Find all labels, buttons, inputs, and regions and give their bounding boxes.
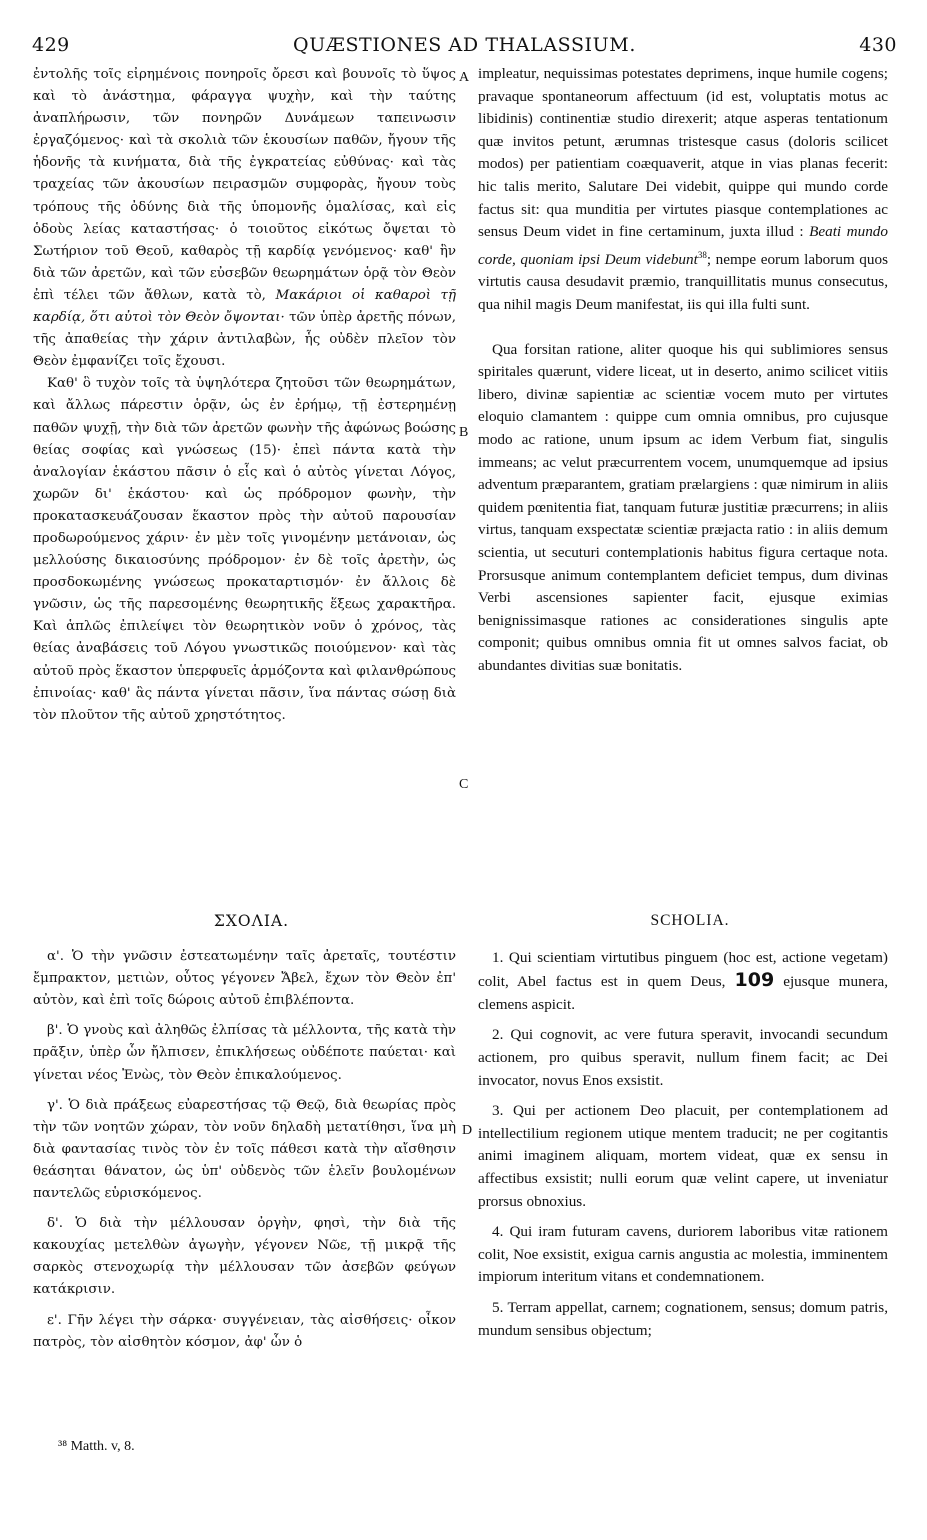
latin-column [478, 63, 888, 678]
running-title: QUÆSTIONES AD THALASSIUM. [293, 34, 636, 56]
greek-scholion-1: α'. Ὁ τὴν γνῶσιν ἐστεατωμένην ταῖς ἀρεταῖς, τουτέστιν ἔμπρακτον, μετιὼν, οὗτος γέγονεν Ἄβελ, ἔχων τὸν Θεὸν ἐπ' αὐτὸν, καὶ ἐπὶ τοῖς δώροις αὐτοῦ ἐπιβλέποντα. [33, 949, 456, 1009]
column-number-marker: 109 [734, 969, 775, 992]
page-header [32, 34, 897, 60]
margin-letter-b: B [459, 425, 469, 440]
greek-scholia-heading: ΣΧΟΛΙΑ. [213, 912, 290, 930]
greek-scholion-4: δ'. Ὁ διὰ τὴν μέλλουσαν ὀργὴν, φησὶ, τὴν διὰ τῆς κακουχίας μετελθὼν ἀγωγὴν, γέγονεν Νῶε, τῇ μικρᾷ τῆς σαρκὸς στενοχωρίᾳ τὴν μέλλουσαν τῶν ἀσεβῶν φεύγων κατάκρισιν. [33, 1216, 456, 1298]
latin-scholion-3: 3. Qui per actionem Deo placuit, per contemplationem ad intellectilium regionem utique mentem traducit; ne per cogitantis animi imaginem aliquam, mortem videat, quæ ex sensu in affectibus exsistit; nulli eorum quæ velint capere, ut inveniatur prorsus obnoxius. [478, 1102, 888, 1210]
greek-scholion-3: γ'. Ὁ διὰ πράξεως εὐαρεστήσας τῷ Θεῷ, διὰ θεωρίας πρὸς τὴν τῶν νοητῶν χώραν, τὸν νοῦν δηλαδὴ μετατίθησι, ἵνα μὴ διὰ φαντασίας τινὸς τὸν ἐν τοῖς πάθεσι κατὰ τὴν αἴσθησιν θεάσηται θάνατον, ὡς ὑπ' οὐδενὸς τῶν ἑλεῖν βουλομένων παντελῶς εὑρισκόμενος. [33, 1097, 456, 1202]
footnote: ³⁸ Matth. v, 8. [58, 1439, 135, 1454]
latin-paragraph-1: impleatur, nequissimas potestates deprimens, inque humile cogens; pravaque spontaneorum affectuum (id est, voluptatis motus ac libidinis) continentiæ studio direxerit; atque asperas tentationum quæ invitos petunt, ærumnas tristesque casus (doloris scilicet modos) per patientiam coæquaverit, atque in vias planas fecerit: hic talis merito, Salutare Dei videbit, quippe qui mundo corde factus sit: qua munditia per virtutes piasque contemplationes ac sensus Deum videt in fine certaminum, juxta illud : Beati mundo corde, quoniam ipsi Deum videbunt$^{38}$; nempe eorum laborum quos virtutis causa desudavit præmio, tranquillitatis munus consecutus, qua nihil magis Deum manifestat, iis qui illa fulti sunt. [478, 65, 889, 313]
latin-scholion-4: 4. Qui iram futuram cavens, duriorem laboribus vitæ rationem colit, Noe exsistit, exigua carnis angustia ac molestia, imminentem impiorum interitum vitans et condemnationem. [478, 1223, 888, 1286]
greek-scholion-2: β'. Ὁ γνοὺς καὶ ἀληθῶς ἐλπίσας τὰ μέλλοντα, τῆς κατὰ τὴν πρᾶξιν, ὑπὲρ ὧν ἤλπισεν, ἐπικλήσεως οὐδέποτε παύεται· καὶ γίνεται νέος Ἐνὼς, τὸν Θεὸν ἐπικαλούμενος. [33, 1023, 456, 1083]
latin-paragraph-2: Qua forsitan ratione, aliter quoque his qui sublimiores sensus spiritales quærunt, videre liceat, ut in deserto, animo scilicet vitiis libero, divinæ sapientiæ ac scientiæ vocem muto per virtutes eloquio clamantem : quippe cum omnia omnibus, pro cujusque modo ac ratione, unum ipsum ac idem Verbum fiat, singulis immeans; ac velut præcurrentem vocem, unumquemque ad ipsius adventum præparantem, gratiam prælargiens : quæ nimirum in aliis quidem pœnitentia fiat, tanquam futuræ justitiæ præcurrens; in aliis virtus, tanquam exspectatæ scientiæ præjacta ratio : in aliis demum scientia, ut secuturi contemplationis habitus figura certaque nota. Prorsusque animum contemplantem deficiet tempus, dum divinas Verbi ascensiones sapienter facit, ejusque eximias benignissimasque rationes ac considerationes singulis apte componit; quibus omnibus omnia fit ut omnes salvos faciat, ob abundantes divitias suæ bonitatis. [478, 340, 888, 674]
greek-paragraph-2: Καθ' ὃ τυχὸν τοῖς τὰ ὑψηλότερα ζητοῦσι τῶν θεωρημάτων, καὶ ἄλλως πάρεστιν ὁρᾷν, ὡς ἐν ἐρήμῳ, τῇ ἐστερημένῃ παθῶν ψυχῇ, τὴν διὰ τῶν ἀρετῶν φωνὴν τῆς ἀφώνως βοώσης θείας σοφίας καὶ γνώσεως (15)· ἐπεὶ πάντα κατὰ τὴν ἀναλογίαν ἑκάστου πᾶσιν ὁ εἷς καὶ ὁ αὐτὸς γίνεται Λόγος, χωρῶν δι' ἑκάστου· καὶ ὡς πρόδρομον φωνὴν, τὴν προκατασκευάζουσαν ἕκαστον πρὸς τὴν αὐτοῦ παρουσίαν προδωρούμενος χάριν· ἐν μὲν τοῖς γινομένην μετάνοιαν, ὡς μελλούσης δικαιοσύνης πρόδρομον· ἐν δὲ τοῖς ἀρετὴν, ὡς προσδοκωμένης γνώσεως προκαταρτισμόν· ἐν ἄλλοις δὲ γνῶσιν, ὡς τῆς παρεσομένης θεωρητικῆς ἕξεως χαρακτῆρα. Καὶ ἁπλῶς ἐπιλείψει τὸν θεωρητικὸν νοῦν ὁ χρόνος, τὰς θείας ἀναβάσεις τοῦ Λόγου γνωστικῶς ποιούμενον· καὶ τὰς αὐτοῦ πρὸς ἕκαστον ὑπερφυεῖς ἁρμόζοντα καὶ φιλανθρώπους ἐπινοίας· καθ' ἃς πάντα γίνεται πᾶσιν, ἵνα πάντας σώσῃ διὰ τὸν πλοῦτον τῆς αὐτοῦ χρηστότητος. [33, 376, 456, 723]
footnote-reference: 38 [697, 249, 707, 260]
greek-scripture-quote: Μακάριοι οἱ καθαροὶ τῇ καρδίᾳ, ὅτι αὐτοὶ τὸν Θεὸν ὄψονται· [33, 287, 456, 326]
page-number-left: 429 [32, 34, 70, 56]
greek-paragraph-1: ἐντολῆς τοῖς εἰρημένοις πονηροῖς ὄρεσι καὶ βουνοῖς τὸ ὕψος καὶ τὸ ἀνάστημα, φάραγγα ψυχὴν, καὶ τὴν ταύτης ἀναπλήρωσιν, τῶν πονηρῶν Δυνάμεων ταπεινωσιν ἐργαζόμενος· καὶ τὰ σκολιὰ τῶν ἑκουσίων παθῶν, ἤγουν τῆς ἡδονῆς τὰ κινήματα, διὰ τῆς ἐγκρατείας εὐθύνας· καὶ τὰς τραχείας τῶν ἀκουσίων πειρασμῶν συμφορὰς, ἤγουν τοὺς τρόπους τῆς ὀδύνης διὰ τῆς ὑπομονῆς ὁμαλίσας, καὶ εἰς ὁδοὺς λείας καταστήσας· ὁ τοιοῦτος εἰκότως ὄψεται τὸ Σωτήριον τοῦ Θεοῦ, καθαρὸς τῇ καρδίᾳ γενόμενος· καθ' ἣν διὰ τῶν ἀρετῶν, καὶ τῶν εὐσεβῶν θεωρημάτων ὁρᾷ τὸν Θεὸν ἐπὶ τέλει τῶν ἄθλων, κατὰ τὸ, Μακάριοι οἱ καθαροὶ τῇ καρδίᾳ, ὅτι αὐτοὶ τὸν Θεὸν ὄψονται· τῶν ὑπὲρ ἀρετῆς πόνων, τῆς ἀπαθείας τὴν χάριν ἀντιλαβὼν, ἧς οὐδὲν πλεῖον τὸν Θεὸν ἐμφανίζει τοῖς ἔχουσι. [33, 67, 456, 370]
greek-scholia [33, 910, 456, 1362]
latin-scholia-heading: SCHOLIA. [650, 912, 730, 929]
greek-column [33, 64, 456, 727]
latin-scholion-5: 5. Terram appellat, carnem; cognationem, sensus; domum patris, mundum sensibus objectum; [478, 1298, 888, 1339]
latin-scholion-1: 1. Qui scientiam virtutibus pinguem (hoc est, actione vegetam) colit, Abel factus est in quem Deus, 109 ejusque munera, clemens aspicit. [478, 948, 888, 1013]
margin-letter-d: D [462, 1123, 473, 1138]
latin-scripture-quote: Beati mundo corde, quoniam ipsi Deum videbunt [478, 223, 888, 268]
margin-letter-a: A [459, 70, 470, 85]
greek-scholion-5: ε'. Γῆν λέγει τὴν σάρκα· συγγένειαν, τὰς αἰσθήσεις· οἶκον πατρὸς, τὸν αἰσθητὸν κόσμον, ἀφ' ὧν ὁ [33, 1312, 456, 1350]
margin-letter-c: C [459, 777, 469, 792]
latin-scholion-2: 2. Qui cognovit, ac vere futura speravit, invocandi secundum actionem, pro quibus speravit, nullum finem facit; ac Dei invocator, novus Enos exsistit. [478, 1026, 888, 1089]
page-number-right: 430 [859, 34, 897, 56]
paragraph-gap [478, 317, 888, 339]
latin-scholia [478, 910, 888, 1350]
